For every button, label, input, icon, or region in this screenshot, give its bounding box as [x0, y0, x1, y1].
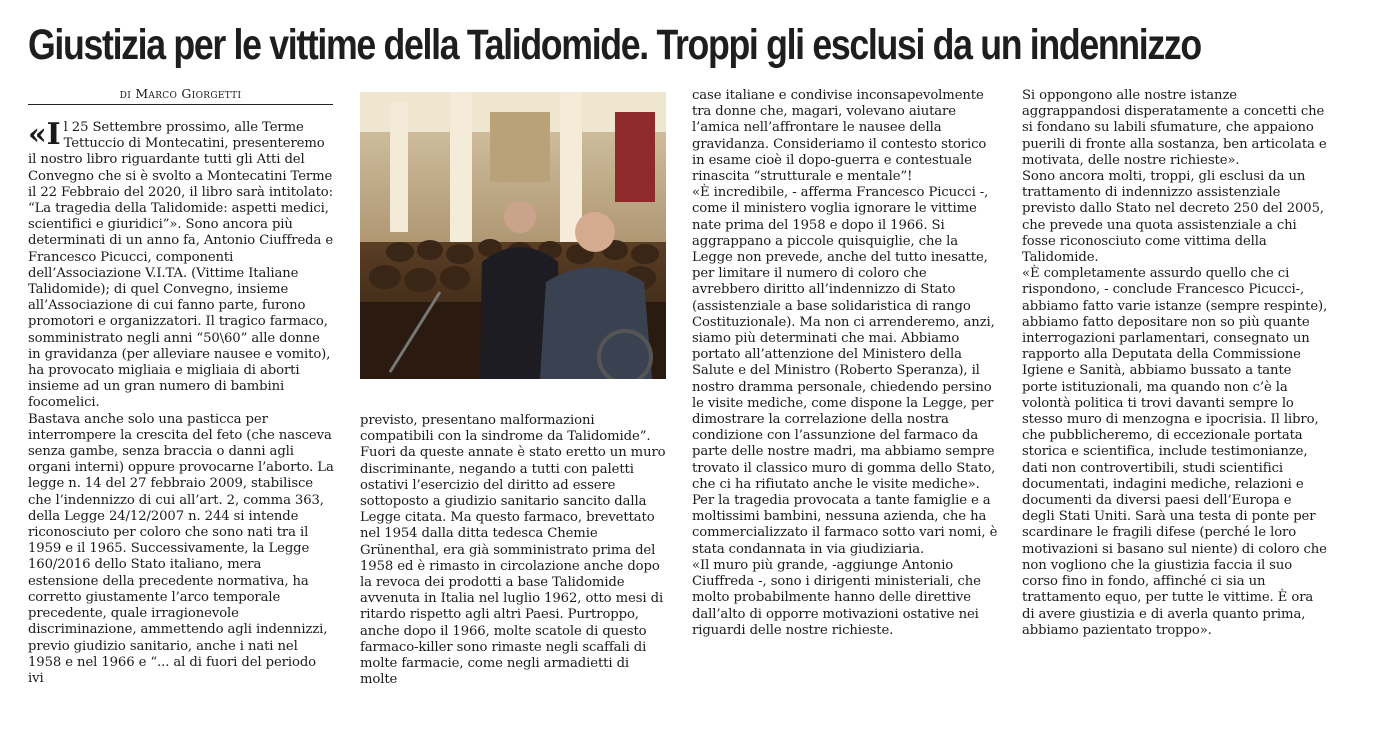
paragraph: previsto, presentano malformazioni compatibili con la sindrome da Talidomide”. Fuori da queste annate è stato eretto un muro discriminante, negando a tutti con paletti ostativi l’esercizio del diritto ad essere sottoposto a giudizio sanitario sancito dalla Legge citata. Ma questo farmaco, brevettato nel 1954 dalla ditta tedesca Chemie Grünenthal, era già somministrato prima del 1958 ed è rimasto in circolazione anche dopo la revoca dei prodotti a base Talidomide avvenuta in Italia nel luglio 1962, otto mesi di ritardo rispetto agli altri Paesi. Purtroppo, anche dopo il 1966, molte scatole di questo farmaco-killer sono rimaste negli scaffali di molte farmacie, come negli armadietti di molte [360, 413, 666, 688]
headline: Giustizia per le vittime della Talidomide. Troppi gli esclusi da un indennizzo [28, 21, 1201, 69]
paragraph: Bastava anche solo una pasticca per interrompere la crescita del feto (che nasceva senza gambe, senza braccia o danni agli organi interni) oppure provocarne l’aborto. La legge n. 14 del 27 febbraio 2009, stabilisce che l’indennizzo di cui all’art. 2, comma 363, della Legge 24/12/2007 n. 244 si intende riconosciuto per coloro che sono nati tra il 1959 e il 1965. Successivamente, la Legge 160/2016 dello Stato italiano, mera estensione della precedente normativa, ha corretto giustamente l’arco temporale precedente, quale irragionevole discriminazione, ammettendo agli indennizzi, previo giudizio sanitario, anche i nati nel 1958 e nel 1966 e “... al di fuori del periodo ivi [28, 411, 334, 686]
paragraph: «Il muro più grande, -aggiunge Antonio Ciuffreda -, sono i dirigenti ministeriali, che molto probabilmente hanno delle direttive dall’alto di opporre motivazioni ostative nei riguardi delle nostre richieste. [692, 557, 981, 638]
paragraph: «È completamente assurdo quello che ci rispondono, - conclude Francesco Picucci-, abbiamo fatto varie istanze (sempre respinte), abbiamo fatto depositare non so più quante interrogazioni parlamentari, consegnato un rapporto alla Deputata della Commissione Igiene e Sanità, abbiamo bussato a tante porte istituzionali, ma quando non c’è la volontà politica ti trovi davanti sempre lo stesso muro di menzogna e ipocrisia. Il libro, che pubblicheremo, di eccezionale portata storica e scientifica, include testimonianze, dati non controvertibili, studi scientifici documentati, indagini mediche, relazioni e documenti da diversi paesi dell’Europa e degli Stati Uniti. Sarà una testa di ponte per scardinare le fragili difese (perché le loro motivazioni si basano sul niente) di coloro che non vogliono che la giustizia faccia il suo corso fino in fondo, affinché ci sia un trattamento equo, per tutte le vittime. È ora di avere giustizia e di averla quanto prima, abbiamo pazientato troppo». [1022, 266, 1328, 638]
paragraph: Sono ancora molti, troppi, gli esclusi da un trattamento di indennizzo assistenziale previsto dallo Stato nel decreto 250 del 2005, che prevede una quota assistenziale a chi fosse riconosciuto come vittima della Talidomide. [1022, 169, 1324, 266]
column-4 [1022, 88, 1328, 639]
byline-text: di Marco Giorgetti [119, 86, 242, 101]
article-photo [360, 92, 666, 379]
drop-cap: «I [28, 117, 61, 152]
paragraph: «È incredibile, - afferma Francesco Picucci -, come il ministero voglia ignorare le vittime nate prima del 1958 e dopo il 1966. Si aggrappano a piccole quisquiglie, che la Legge non prevede, anche del tutto inesatte, per limitare il numero di coloro che avrebbero diritto all’indennizzo di Stato (assistenziale a base solidaristica di rango Costituzionale). Ma non ci arrenderemo, anzi, siamo più determinati che mai. Abbiamo portato all’attenzione del Ministero della Salute e del Ministro (Roberto Speranza), il nostro dramma personale, chiedendo persino le visite mediche, come dispone la Legge, per dimostrare la correlazione della nostra condizione con l’assunzione del farmaco da parte delle nostre madri, ma abbiamo sempre trovato il classico muro di gomma dello Stato, che ci ha rifiutato anche le visite mediche». [692, 185, 996, 492]
byline [28, 86, 333, 105]
column-3 [692, 88, 998, 639]
paragraph: case italiane e condivise inconsapevolmente tra donne che, magari, volevano aiutare l’amica nell’affrontare le nausee della gravidanza. Consideriamo il contesto storico in esame cioè il dopo-guerra e contestuale rinascita “strutturale e mentale”! [692, 88, 987, 185]
paragraph: Per la tragedia provocata a tante famiglie e a moltissimi bambini, nessuna azienda, che ha commercializzato il farmaco sotto vari nomi, è stata condannata in via giudiziaria. [692, 493, 998, 557]
conference-hall-photo-icon [360, 92, 666, 379]
column-1 [28, 117, 334, 687]
paragraph [28, 117, 334, 412]
paragraph-text: l 25 Settembre prossimo, alle Terme Tettuccio di Montecatini, presenteremo il nostro libro riguardante tutti gli Atti del Convegno che si è svolto a Montecatini Terme il 22 Febbraio del 2020, il libro sarà intitolato: “La tragedia della Talidomide: aspetti medici, scientifici e giuridici”». Sono ancora più determinati di un anno fa, Antonio Ciuffreda e Francesco Picucci, componenti dell’Associazione V.I.TA. (Vittime Italiane Talidomide); di quel Convegno, insieme all’Associazione di cui fanno parte, furono promotori e organizzatori. Il tragico farmaco, somministrato negli anni “50\60” alle donne in gravidanza (per alleviare nausee e vomito), ha provocato migliaia e migliaia di aborti insieme ad un gran numero di bambini focomelici. [28, 120, 334, 411]
paragraph: Si oppongono alle nostre istanze aggrappandosi disperatamente a concetti che si fondano su labili sfumature, che appaiono puerili di fronte alla sostanza, ben articolata e motivata, delle nostre richieste». [1022, 88, 1327, 168]
column-2 [360, 413, 666, 688]
